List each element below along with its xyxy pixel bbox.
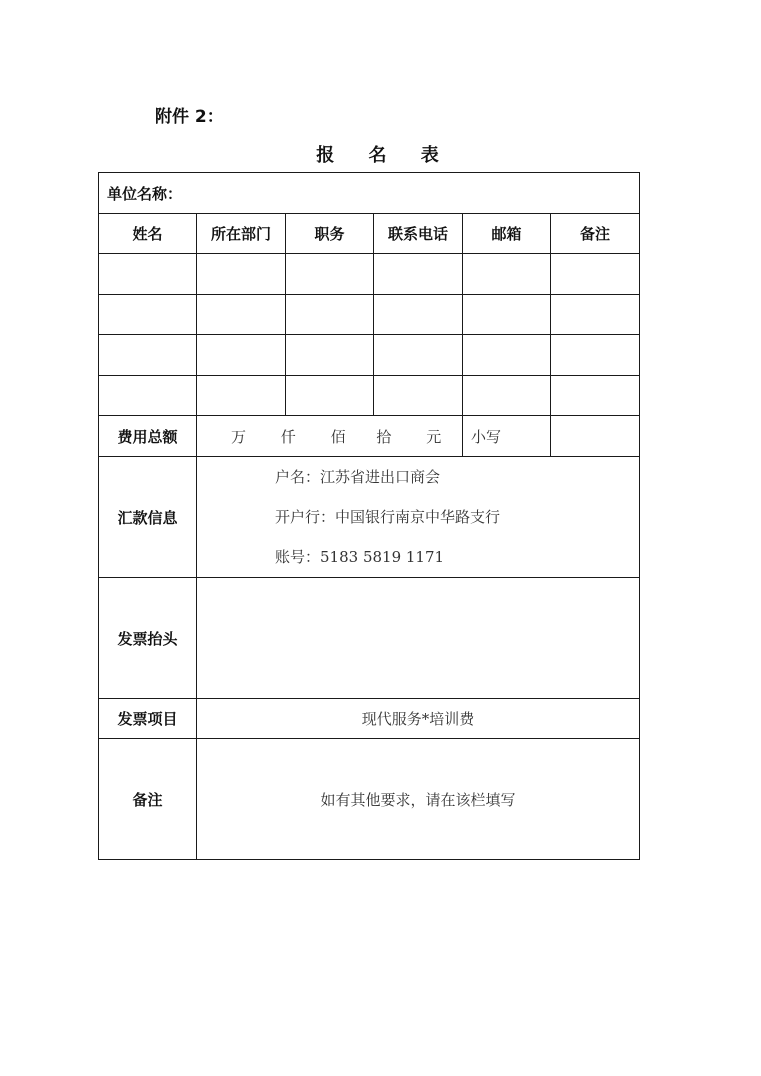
fee-unit-shi: 拾 [376, 427, 392, 446]
remit-info-label: 汇款信息 [99, 457, 197, 578]
invoice-title-label: 发票抬头 [99, 578, 197, 699]
name-cell[interactable] [99, 376, 197, 416]
col-header-position: 职务 [286, 214, 374, 254]
remarks-field[interactable]: 如有其他要求，请在该栏填写 [197, 739, 640, 860]
account-number: 账号：5183 5819 1171 [275, 548, 445, 566]
fee-unit-bai: 佰 [330, 427, 346, 446]
phone-cell[interactable] [374, 254, 463, 295]
invoice-item-row [99, 699, 640, 739]
form-title: 报 名 表 [316, 145, 453, 166]
invoice-item-value: 现代服务*培训费 [197, 699, 640, 739]
remarks-row [99, 739, 640, 860]
phone-cell[interactable] [374, 295, 463, 335]
fee-row [99, 416, 640, 457]
name-cell[interactable] [99, 335, 197, 376]
phone-cell[interactable] [374, 335, 463, 376]
remarks-label: 备注 [99, 739, 197, 860]
email-cell[interactable] [463, 335, 551, 376]
col-header-department: 所在部门 [197, 214, 286, 254]
email-cell[interactable] [463, 254, 551, 295]
unit-name-cell[interactable] [99, 173, 640, 214]
invoice-item-label: 发票项目 [99, 699, 197, 739]
invoice-title-field[interactable] [197, 578, 640, 699]
col-header-name: 姓名 [99, 214, 197, 254]
phone-cell[interactable] [374, 376, 463, 416]
department-cell[interactable] [197, 335, 286, 376]
position-cell[interactable] [286, 295, 374, 335]
remarks-cell[interactable] [551, 254, 640, 295]
fee-unit-qian: 仟 [280, 427, 296, 446]
unit-name-label: 单位名称： [107, 184, 183, 203]
remarks-cell[interactable] [551, 335, 640, 376]
column-header-row [99, 214, 640, 254]
table-row [99, 335, 640, 376]
fee-small-label: 小写 [463, 416, 551, 457]
fee-unit-wan: 万 [231, 427, 247, 446]
account-name: 户名：江苏省进出口商会 [275, 468, 441, 486]
remit-info-cell [197, 457, 640, 578]
remarks-cell[interactable] [551, 376, 640, 416]
position-cell[interactable] [286, 335, 374, 376]
position-cell[interactable] [286, 254, 374, 295]
department-cell[interactable] [197, 376, 286, 416]
department-cell[interactable] [197, 254, 286, 295]
col-header-remarks: 备注 [551, 214, 640, 254]
fee-small-amount-field[interactable] [551, 416, 640, 457]
bank-name: 开户行：中国银行南京中华路支行 [275, 508, 501, 526]
table-row [99, 254, 640, 295]
fee-amount-field[interactable] [197, 416, 463, 457]
remit-row [99, 457, 640, 578]
attachment-label: 附件 2： [155, 107, 224, 127]
fee-total-label: 费用总额 [99, 416, 197, 457]
position-cell[interactable] [286, 376, 374, 416]
department-cell[interactable] [197, 295, 286, 335]
remarks-cell[interactable] [551, 295, 640, 335]
invoice-title-row [99, 578, 640, 699]
name-cell[interactable] [99, 295, 197, 335]
col-header-email: 邮箱 [463, 214, 551, 254]
table-row [99, 376, 640, 416]
name-cell[interactable] [99, 254, 197, 295]
email-cell[interactable] [463, 295, 551, 335]
table-row [99, 295, 640, 335]
fee-unit-yuan: 元 [426, 427, 442, 446]
email-cell[interactable] [463, 376, 551, 416]
col-header-phone: 联系电话 [374, 214, 463, 254]
registration-form-table [98, 172, 640, 860]
